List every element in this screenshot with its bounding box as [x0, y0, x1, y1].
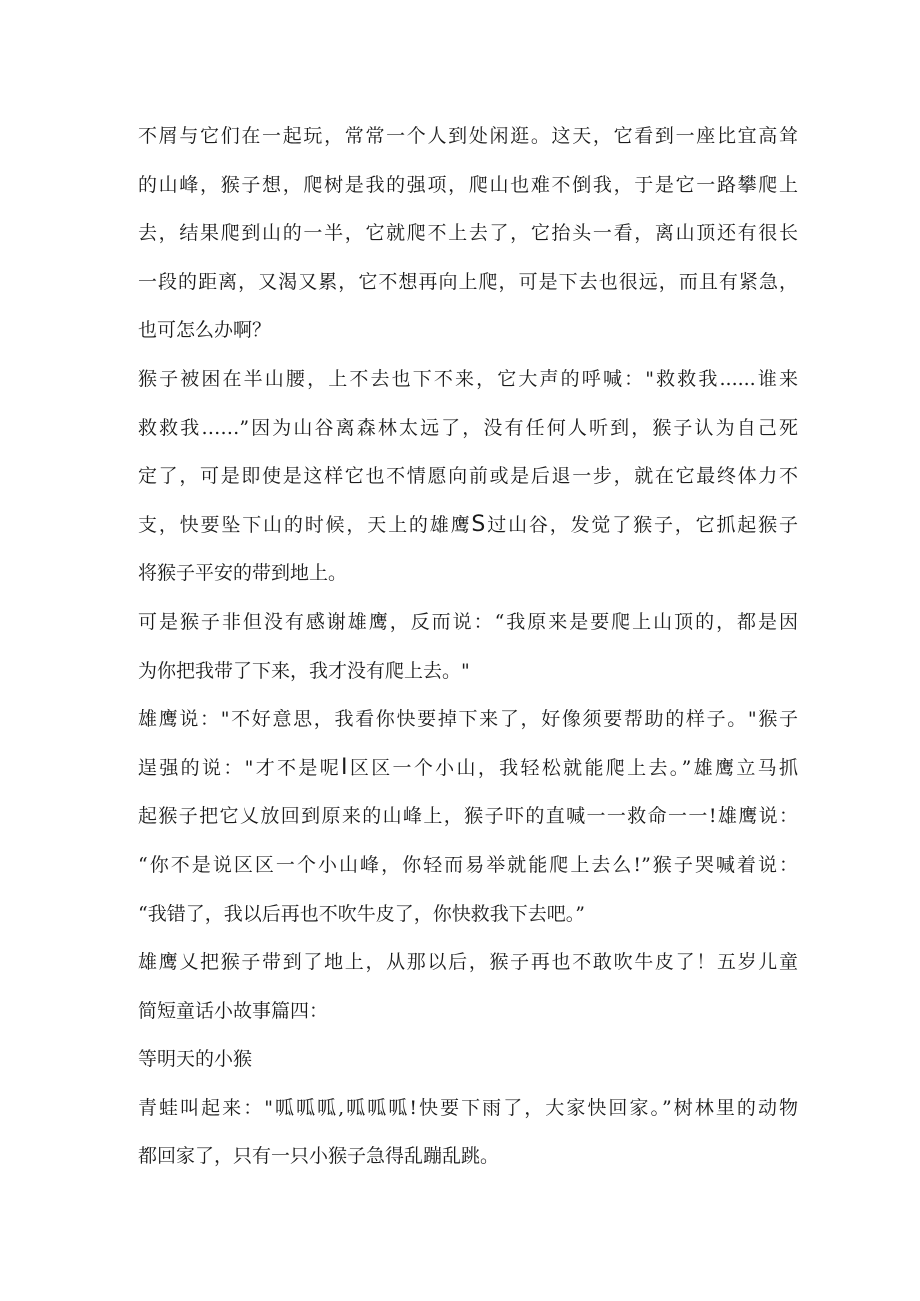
text-line-11: 可是猴子非但没有感谢雄鹰，反而说：“我原来是要爬上山顶的，都是因	[138, 610, 798, 633]
text-line-15: 起猴子把它乂放回到原来的山峰上，猴子吓的直喊一一救命一一!雄鹰说：	[138, 805, 798, 828]
text-line-21: 青蛙叫起来："呱呱呱,呱呱呱!快要下雨了，大家快回家。”树林里的动物	[138, 1096, 798, 1119]
text-line-14-glyph: I	[341, 754, 348, 780]
text-line-7: 救救我……”因为山谷离森林太远了，没有任何人听到，猴子认为自己死	[138, 416, 798, 439]
text-line-22: 都回家了，只有一只小猴子急得乱蹦乱跳。	[138, 1145, 500, 1168]
text-line-12: 为你把我带了下来，我才没有爬上去。"	[138, 659, 470, 682]
text-line-14-head: 逞强的说："才不是呢	[138, 756, 342, 779]
text-line-17: “我错了，我以后再也不吹牛皮了，你快救我下去吧。”	[138, 902, 585, 925]
text-line-16: “你不是说区区一个小山峰，你轻而易举就能爬上去么!”猴子哭喊着说：	[138, 853, 798, 876]
text-line-6: 猴子被困在半山腰，上不去也下不来，它大声的呼喊："救救我......谁来	[138, 367, 798, 390]
text-line-10: 将猴子平安的带到地上。	[138, 562, 348, 585]
text-line-13: 雄鹰说："不好意思，我看你快要掉下来了，好像须要帮助的样子。"猴子	[138, 708, 798, 731]
text-line-9-head: 支，快要坠下山的时候，天上的雄鹰	[138, 513, 472, 536]
text-line-14-tail: 区区一个小山，我轻松就能爬上去。”雄鹰立马抓	[347, 756, 798, 779]
text-line-4: 一段的距离，又渴又累，它不想再向上爬，可是下去也很远，而且有紧急，	[138, 270, 798, 293]
text-line-8: 定了，可是即使是这样它也不情愿向前或是后退一步，就在它最终体力不	[138, 465, 798, 488]
text-line-19: 简短童话小故事篇四：	[138, 999, 329, 1022]
text-line-14	[138, 744, 798, 793]
text-line-3: 去，结果爬到山的一半，它就爬不上去了，它抬头一看，离山顶还有很长	[138, 222, 798, 245]
text-line-9	[138, 501, 798, 550]
text-line-2: 的山峰，猴子想，爬树是我的强项，爬山也难不倒我，于是它一路攀爬上	[138, 173, 798, 196]
text-line-9-glyph: S	[471, 511, 486, 537]
text-line-20: 等明天的小猴	[138, 1048, 253, 1071]
text-line-18: 雄鹰乂把猴子带到了地上，从那以后，猴子再也不敢吹牛皮了！五岁儿童	[138, 951, 798, 974]
story-text	[138, 112, 798, 1181]
text-line-9-tail: 过山谷，发觉了猴子，它抓起猴子	[485, 513, 798, 536]
text-line-5: 也可怎么办啊？	[138, 319, 272, 342]
text-line-1: 不屑与它们在一起玩，常常一个人到处闲逛。这天，它看到一座比宜高耸	[138, 125, 798, 147]
